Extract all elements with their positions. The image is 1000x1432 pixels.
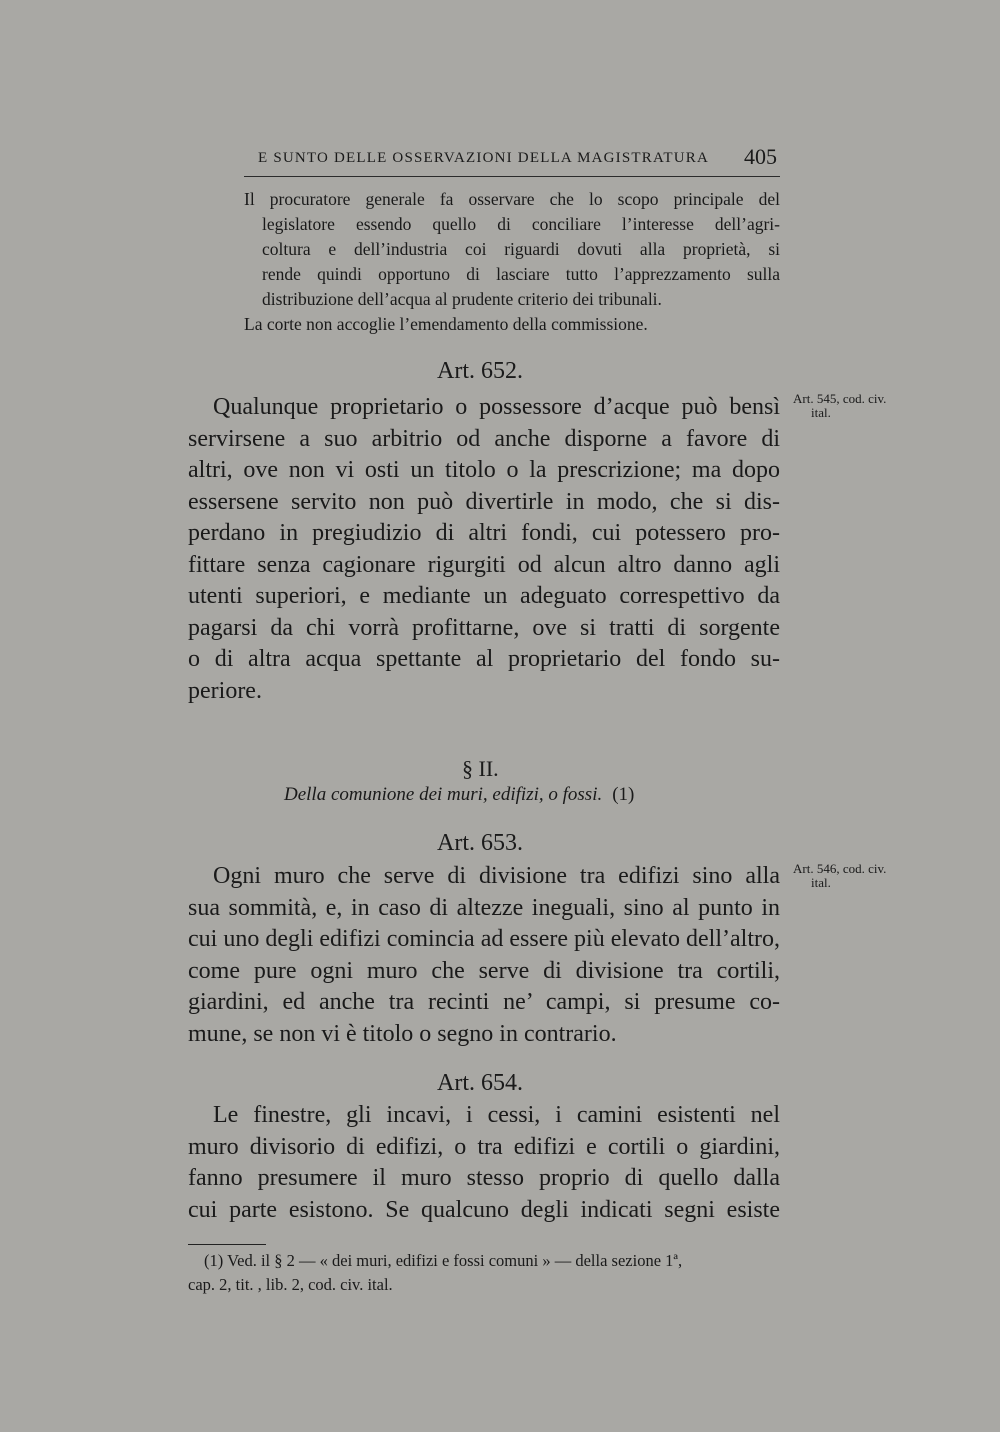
article-line: Ogni muro che serve di divisione tra edifizi sino alla — [213, 863, 780, 889]
section-note-ref: (1) — [612, 784, 635, 805]
art-652-margin-note — [793, 392, 886, 420]
article-line: periore. — [188, 677, 262, 704]
article-line: fanno presumere il muro stesso proprio di quello dalla — [188, 1165, 780, 1191]
intro-paragraph — [244, 187, 780, 337]
intro-line: distribuzione dell’acqua al prudente criterio dei tribunali. — [262, 289, 662, 309]
intro-line: legislatore essendo quello di conciliare l’interesse dell’agri- — [262, 214, 780, 234]
section-mark: § II. — [462, 756, 499, 781]
article-line: utenti superiori, e mediante un adeguato correspettivo da — [188, 583, 780, 609]
footnote-rule — [188, 1244, 266, 1245]
margin-note-line: Art. 545, cod. civ. — [793, 391, 887, 406]
article-line: cui parte esistono. Se qualcuno degli indicati segni esiste — [188, 1196, 780, 1223]
footnote-line: cap. 2, tit. , lib. 2, cod. civ. ital. — [188, 1275, 393, 1294]
article-line: Le finestre, gli incavi, i cessi, i camini esistenti nel — [213, 1102, 780, 1128]
article-line: come pure ogni muro che serve di divisione tra cortili, — [188, 957, 780, 984]
article-line: cui uno degli edifizi comincia ad essere più elevato dell’altro, — [188, 926, 780, 952]
intro-line: rende quindi opportuno di lasciare tutto l’apprezzamento sulla — [262, 264, 780, 284]
article-line: o di altra acqua spettante al proprietario del fondo su- — [188, 646, 780, 672]
art-653-text — [188, 861, 780, 1050]
page-number: 405 — [744, 144, 777, 169]
article-line: perdano in pregiudizio di altri fondi, cui potessero pro- — [188, 520, 780, 546]
article-line: altri, ove non vi osti un titolo o la prescrizione; ma dopo — [188, 457, 780, 483]
margin-note-line: Art. 546, cod. civ. — [793, 861, 887, 876]
article-line: pagarsi da chi vorrà profittarne, ove si tratti di sorgente — [188, 614, 780, 641]
article-line: muro divisorio di edifizi, o tra edifizi e cortili o giardini, — [188, 1133, 780, 1160]
intro-line: coltura e dell’industria coi riguardi dovuti alla proprietà, si — [262, 239, 780, 259]
intro-closing: La corte non accoglie l’emendamento della commissione. — [244, 314, 648, 334]
article-line: servirsene a suo arbitrio od anche disporne a favore di — [188, 425, 780, 452]
section-title: Della comunione dei muri, edifizi, o fossi. — [284, 784, 603, 805]
footnote-line: (1) Ved. il § 2 — « dei muri, edifizi e fossi comuni » — della sezione 1ª, — [204, 1251, 683, 1270]
article-line: Qualunque proprietario o possessore d’acque può bensì — [213, 394, 780, 420]
art-654-text — [188, 1100, 780, 1226]
article-line: fittare senza cagionare rigurgiti od alcun altro danno agli — [188, 551, 780, 578]
section-heading — [284, 784, 634, 806]
article-line: mune, se non vi è titolo o segno in contrario. — [188, 1020, 617, 1047]
margin-note-line: ital. — [811, 405, 831, 420]
art-654-heading: Art. 654. — [437, 1070, 523, 1096]
margin-note-line: ital. — [811, 875, 831, 890]
intro-line: Il procuratore generale fa osservare che lo scopo principale del — [244, 189, 780, 209]
art-653-heading: Art. 653. — [437, 830, 523, 856]
running-title: E SUNTO DELLE OSSERVAZIONI DELLA MAGISTRATURA — [258, 150, 709, 166]
art-652-text — [188, 392, 780, 707]
art-652-heading: Art. 652. — [437, 358, 523, 384]
article-line: sua sommità, e, in caso di altezze ineguali, sino al punto in — [188, 894, 780, 921]
header-rule — [244, 176, 780, 177]
footnote — [188, 1249, 780, 1297]
art-653-margin-note — [793, 862, 886, 890]
article-line: essersene servito non può divertirle in modo, che si dis- — [188, 488, 780, 515]
article-line: giardini, ed anche tra recinti ne’ campi, si presume co- — [188, 989, 780, 1015]
